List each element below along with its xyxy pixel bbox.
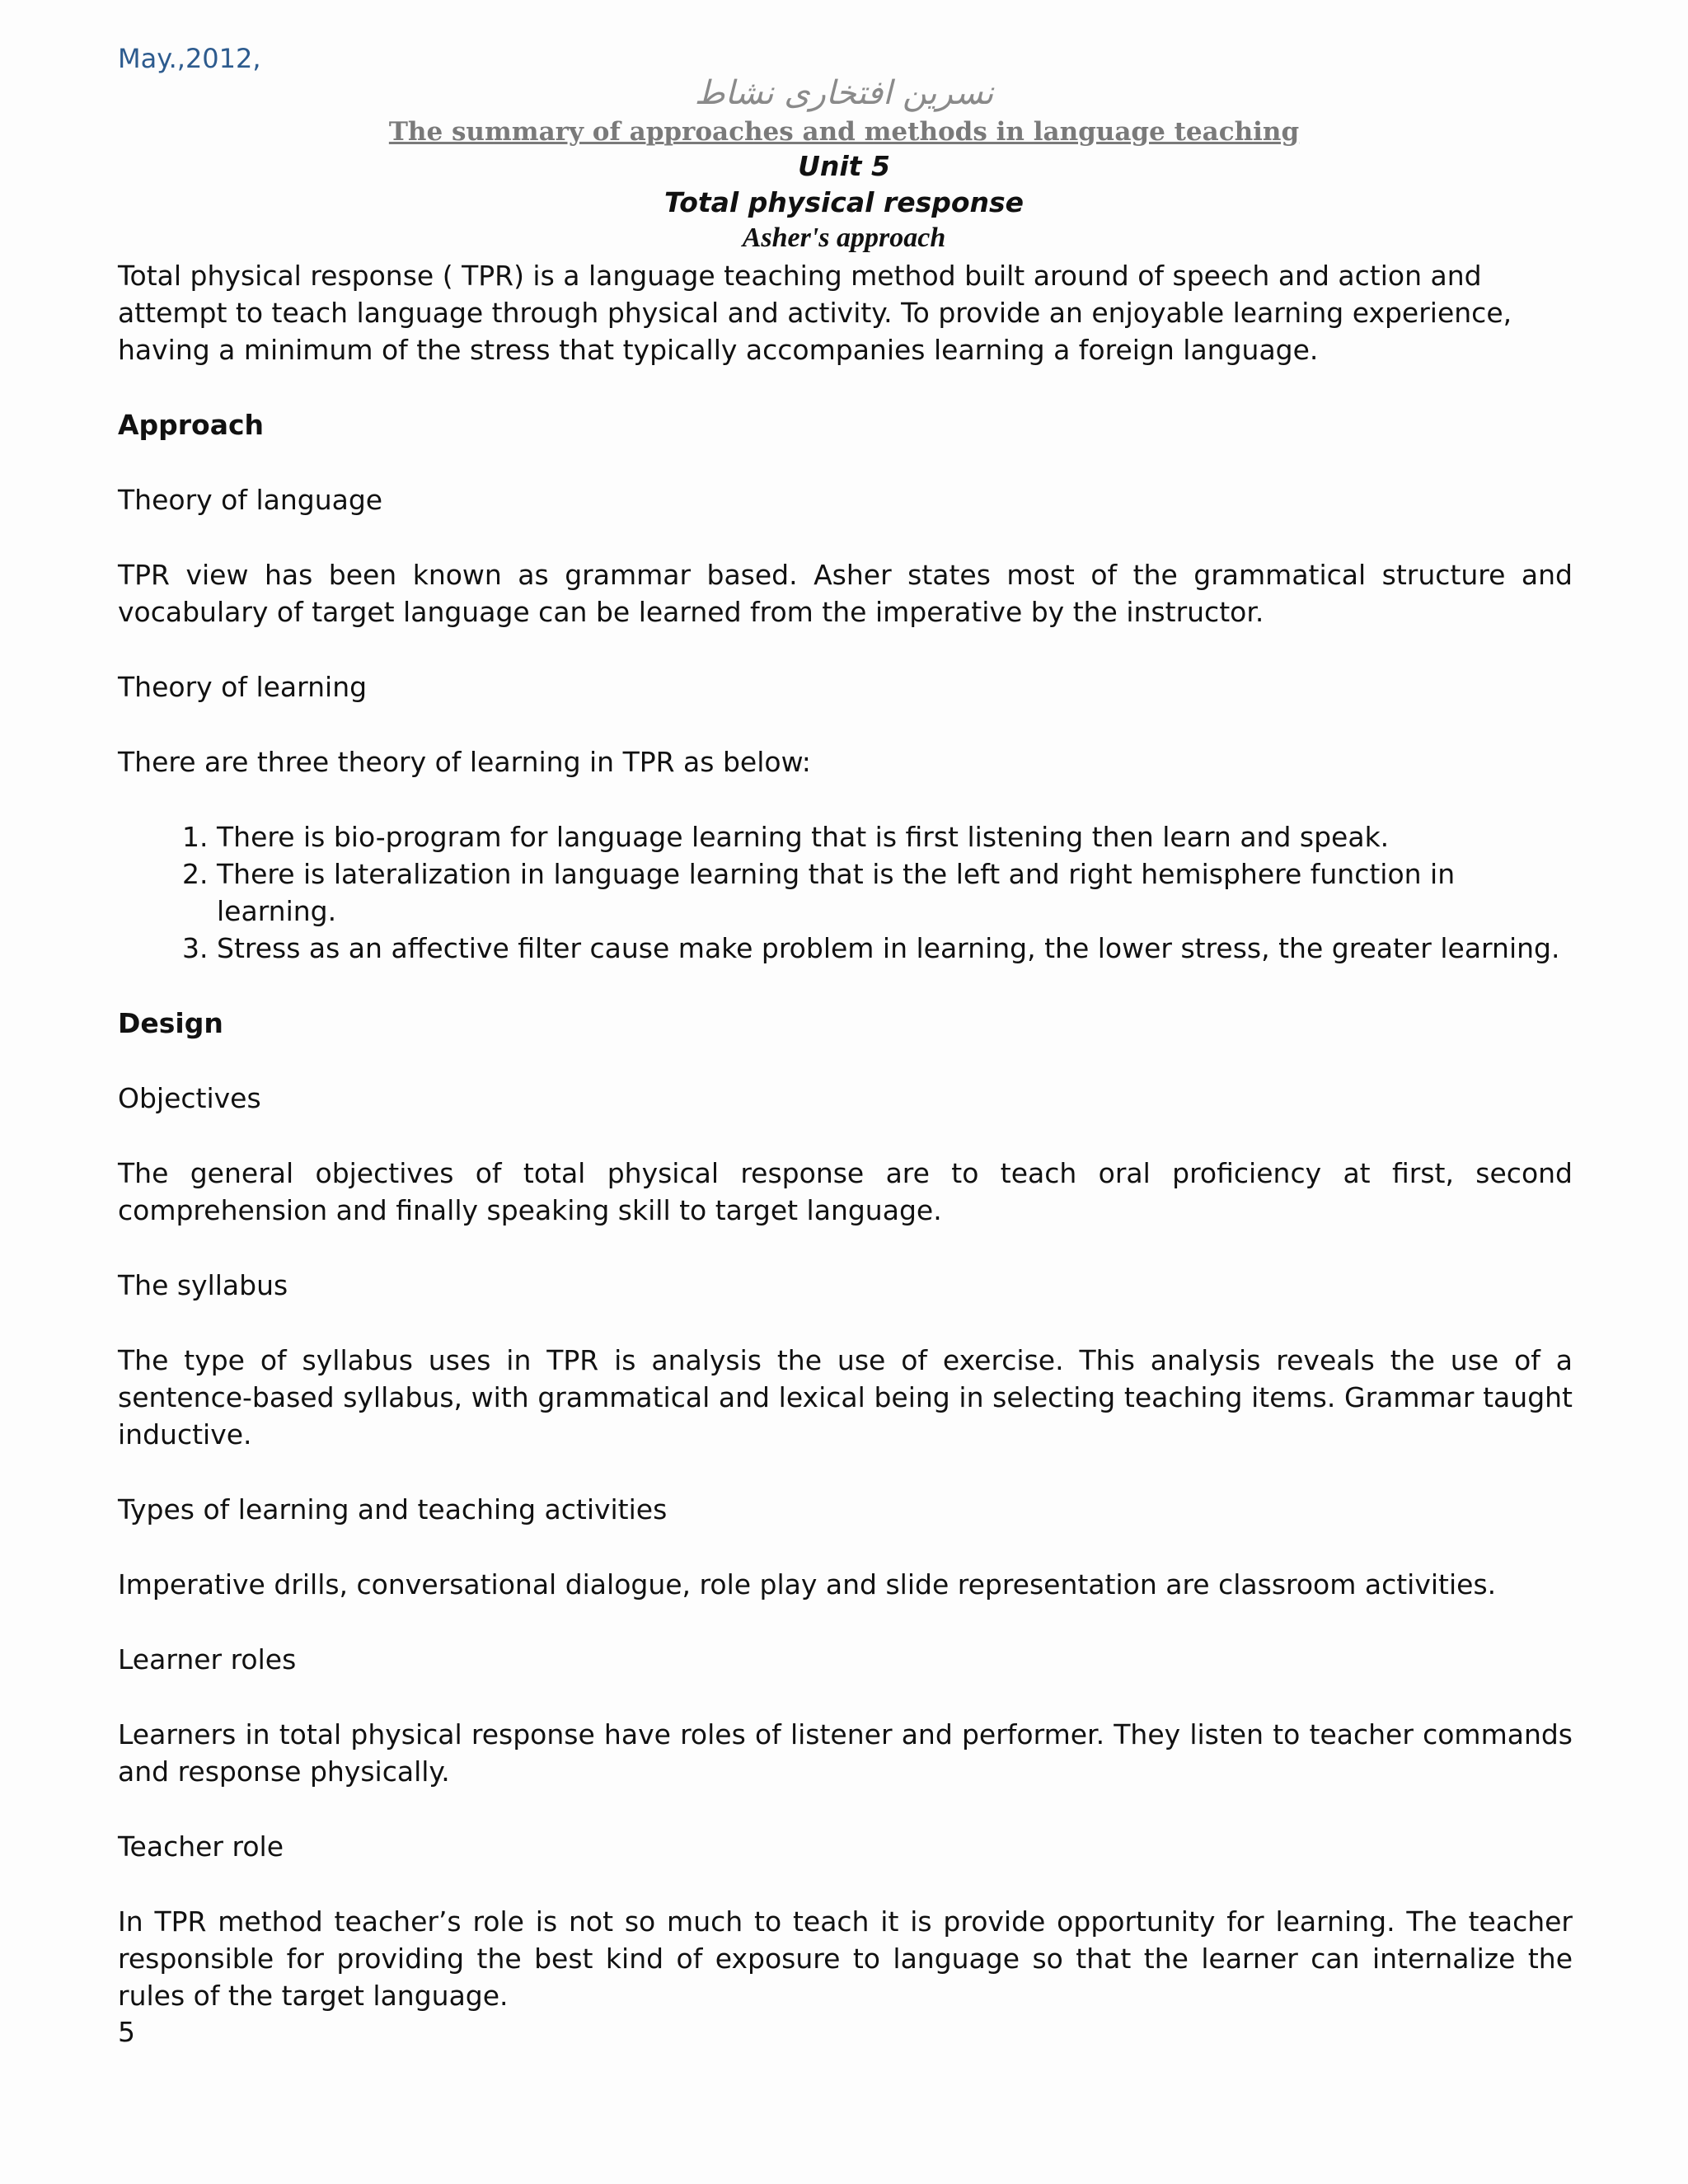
unit-label: Unit 5 [798,150,890,182]
approach-subtitle: Asher's approach [742,223,946,253]
document-body [118,257,1573,2052]
list-item: 3. Stress as an affective filter cause make problem in learning, the lower stress, the greater learning. [217,930,1573,967]
page-number: 5 [118,2016,135,2048]
theory-of-learning-intro: There are three theory of learning in TPR as below: [118,746,811,778]
approach-heading: Approach [118,409,265,441]
method-title: Total physical response [663,186,1025,218]
theory-of-learning-list [118,818,1573,967]
syllabus-heading: The syllabus [118,1269,288,1301]
theory-of-learning-heading: Theory of learning [118,671,368,703]
objectives-heading: Objectives [118,1082,261,1114]
activities-heading: Types of learning and teaching activities [118,1493,668,1526]
theory-of-language-paragraph: TPR view has been known as grammar based. Asher states most of the grammatical structure and vocabulary of target language can be learned from the imperative by the instructor. [118,559,1573,628]
design-heading: Design [118,1007,223,1039]
learner-roles-paragraph: Learners in total physical response have roles of listener and performer. They listen to teacher commands and response physically. [118,1718,1573,1788]
learner-roles-heading: Learner roles [118,1643,297,1675]
syllabus-paragraph: The type of syllabus uses in TPR is analysis the use of exercise. This analysis reveals the use of a sentence-based syllabus, with grammatical and lexical being in selecting teaching items. Grammar taught inductive. [118,1344,1573,1451]
header-date: May.,2012, [118,43,261,74]
activities-paragraph: Imperative drills, conversational dialogue, role play and slide representation are classroom activities. [118,1568,1497,1601]
teacher-role-paragraph: In TPR method teacher’s role is not so much to teach it is provide opportunity for learning. The teacher responsible for providing the best kind of exposure to language so that the learner can internalize the rules of the target language. [118,1905,1573,2012]
header-author: نسرین افتخاری نشاط [694,74,994,112]
list-item: 1. There is bio-program for language learning that is first listening then learn and speak. [217,818,1573,855]
document-title: The summary of approaches and methods in language teaching [388,117,1300,147]
intro-paragraph: Total physical response ( TPR) is a language teaching method built around of speech and action and attempt to teach language through physical and activity. To provide an enjoyable learning experience, having a minimum of the stress that typically accompanies learning a foreign language. [118,260,1512,366]
objectives-paragraph: The general objectives of total physical response are to teach oral proficiency at first, second comprehension and finally speaking skill to target language. [118,1157,1573,1226]
list-item: 2. There is lateralization in language learning that is the left and right hemisphere function in learning. [217,855,1573,930]
teacher-role-heading: Teacher role [118,1830,284,1863]
theory-of-language-heading: Theory of language [118,484,383,516]
